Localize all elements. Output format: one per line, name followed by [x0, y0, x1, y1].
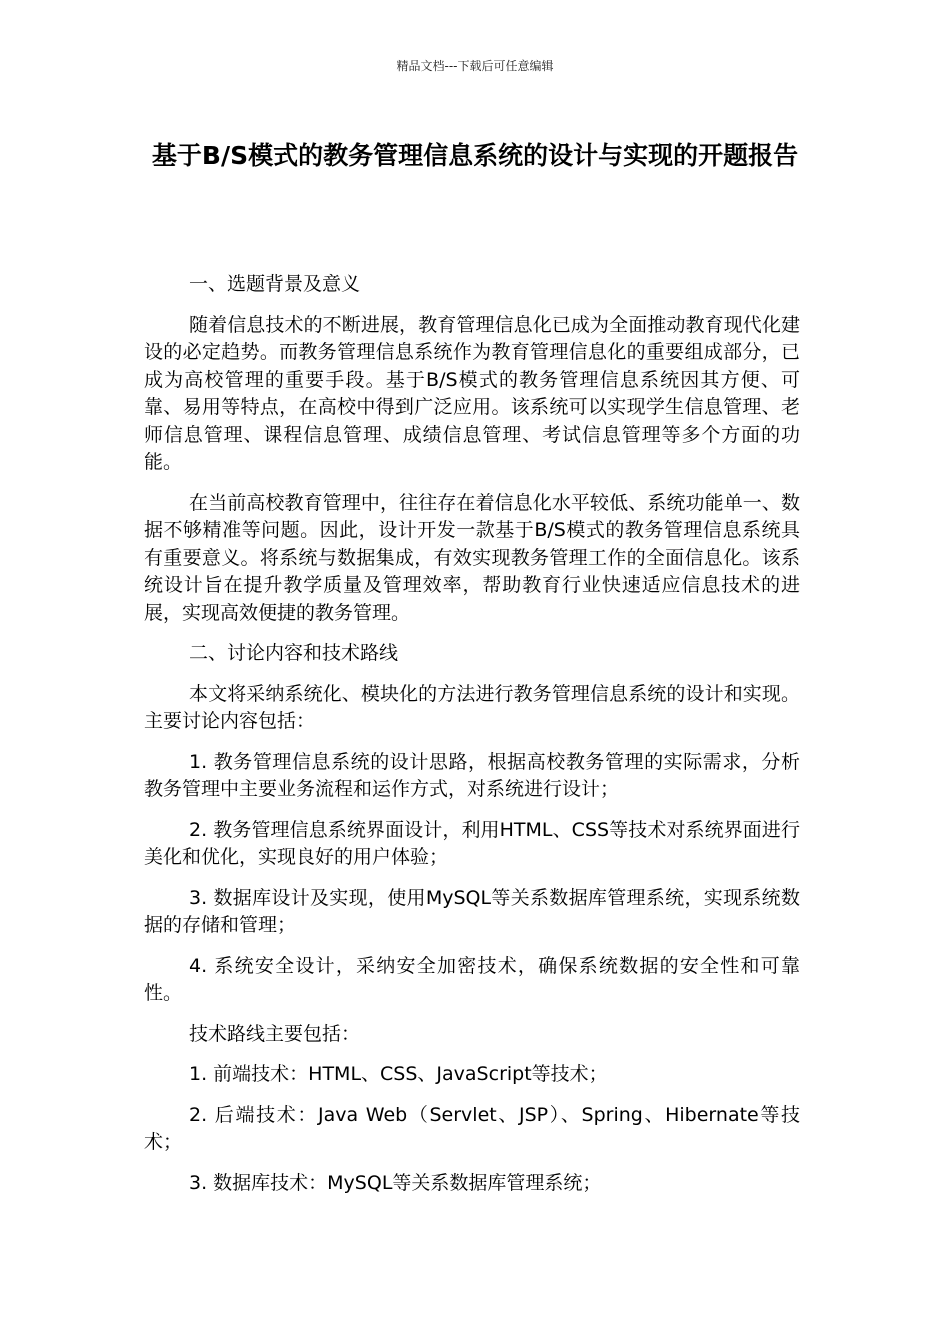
tech-item-1: 1. 前端技术：HTML、CSS、JavaScript等技术；	[189, 1063, 608, 1085]
tech-item-2: 2. 后端技术：Java Web（Servlet、JSP）、Spring、Hibernate等技术；	[144, 1103, 800, 1153]
paragraph-background-1: 随着信息技术的不断进展，教育管理信息化已成为全面推动教育现代化建设的必定趋势。而教务管理信息系统作为教育管理信息化的重要组成部分，已成为高校管理的重要手段。基于B/S模式的教务管理信息系统因其方便、可靠、易用等特点，在高校中得到广泛应用。该系统可以实现学生信息管理、老师信息管理、课程信息管理、成绩信息管理、考试信息管理等多个方面的功能。	[144, 313, 800, 473]
research-item-4: 4. 系统安全设计，采纳安全加密技术，确保系统数据的安全性和可靠性。	[144, 954, 800, 1004]
tech-item-3: 3. 数据库技术：MySQL等关系数据库管理系统；	[189, 1171, 602, 1194]
section-heading-research: 二、讨论内容和技术路线	[189, 642, 399, 664]
tech-route-heading: 技术路线主要包括：	[189, 1022, 361, 1045]
document-body	[144, 271, 800, 1210]
paragraph-background-2: 在当前高校教育管理中，往往存在着信息化水平较低、系统功能单一、数据不够精准等问题。因此，设计开发一款基于B/S模式的教务管理信息系统具有重要意义。将系统与数据集成，有效实现教务管理工作的全面信息化。该系统设计旨在提升教学质量及管理效率，帮助教育行业快速适应信息技术的进展，实现高效便捷的教务管理。	[144, 491, 800, 624]
document-title: 基于B/S模式的教务管理信息系统的设计与实现的开题报告	[151, 141, 799, 170]
section-heading-background: 一、选题背景及意义	[189, 273, 361, 295]
header-note: 精品文档---下载后可任意编辑	[396, 59, 554, 73]
research-item-3: 3. 数据库设计及实现，使用MySQL等关系数据库管理系统，实现系统数据的存储和管理；	[144, 886, 800, 936]
research-item-2: 2. 教务管理信息系统界面设计，利用HTML、CSS等技术对系统界面进行美化和优化，实现良好的用户体验；	[144, 818, 800, 868]
paragraph-research-intro: 本文将采纳系统化、模块化的方法进行教务管理信息系统的设计和实现。主要讨论内容包括：	[144, 682, 800, 732]
research-item-1: 1. 教务管理信息系统的设计思路，根据高校教务管理的实际需求，分析教务管理中主要业务流程和运作方式，对系统进行设计；	[144, 750, 800, 800]
